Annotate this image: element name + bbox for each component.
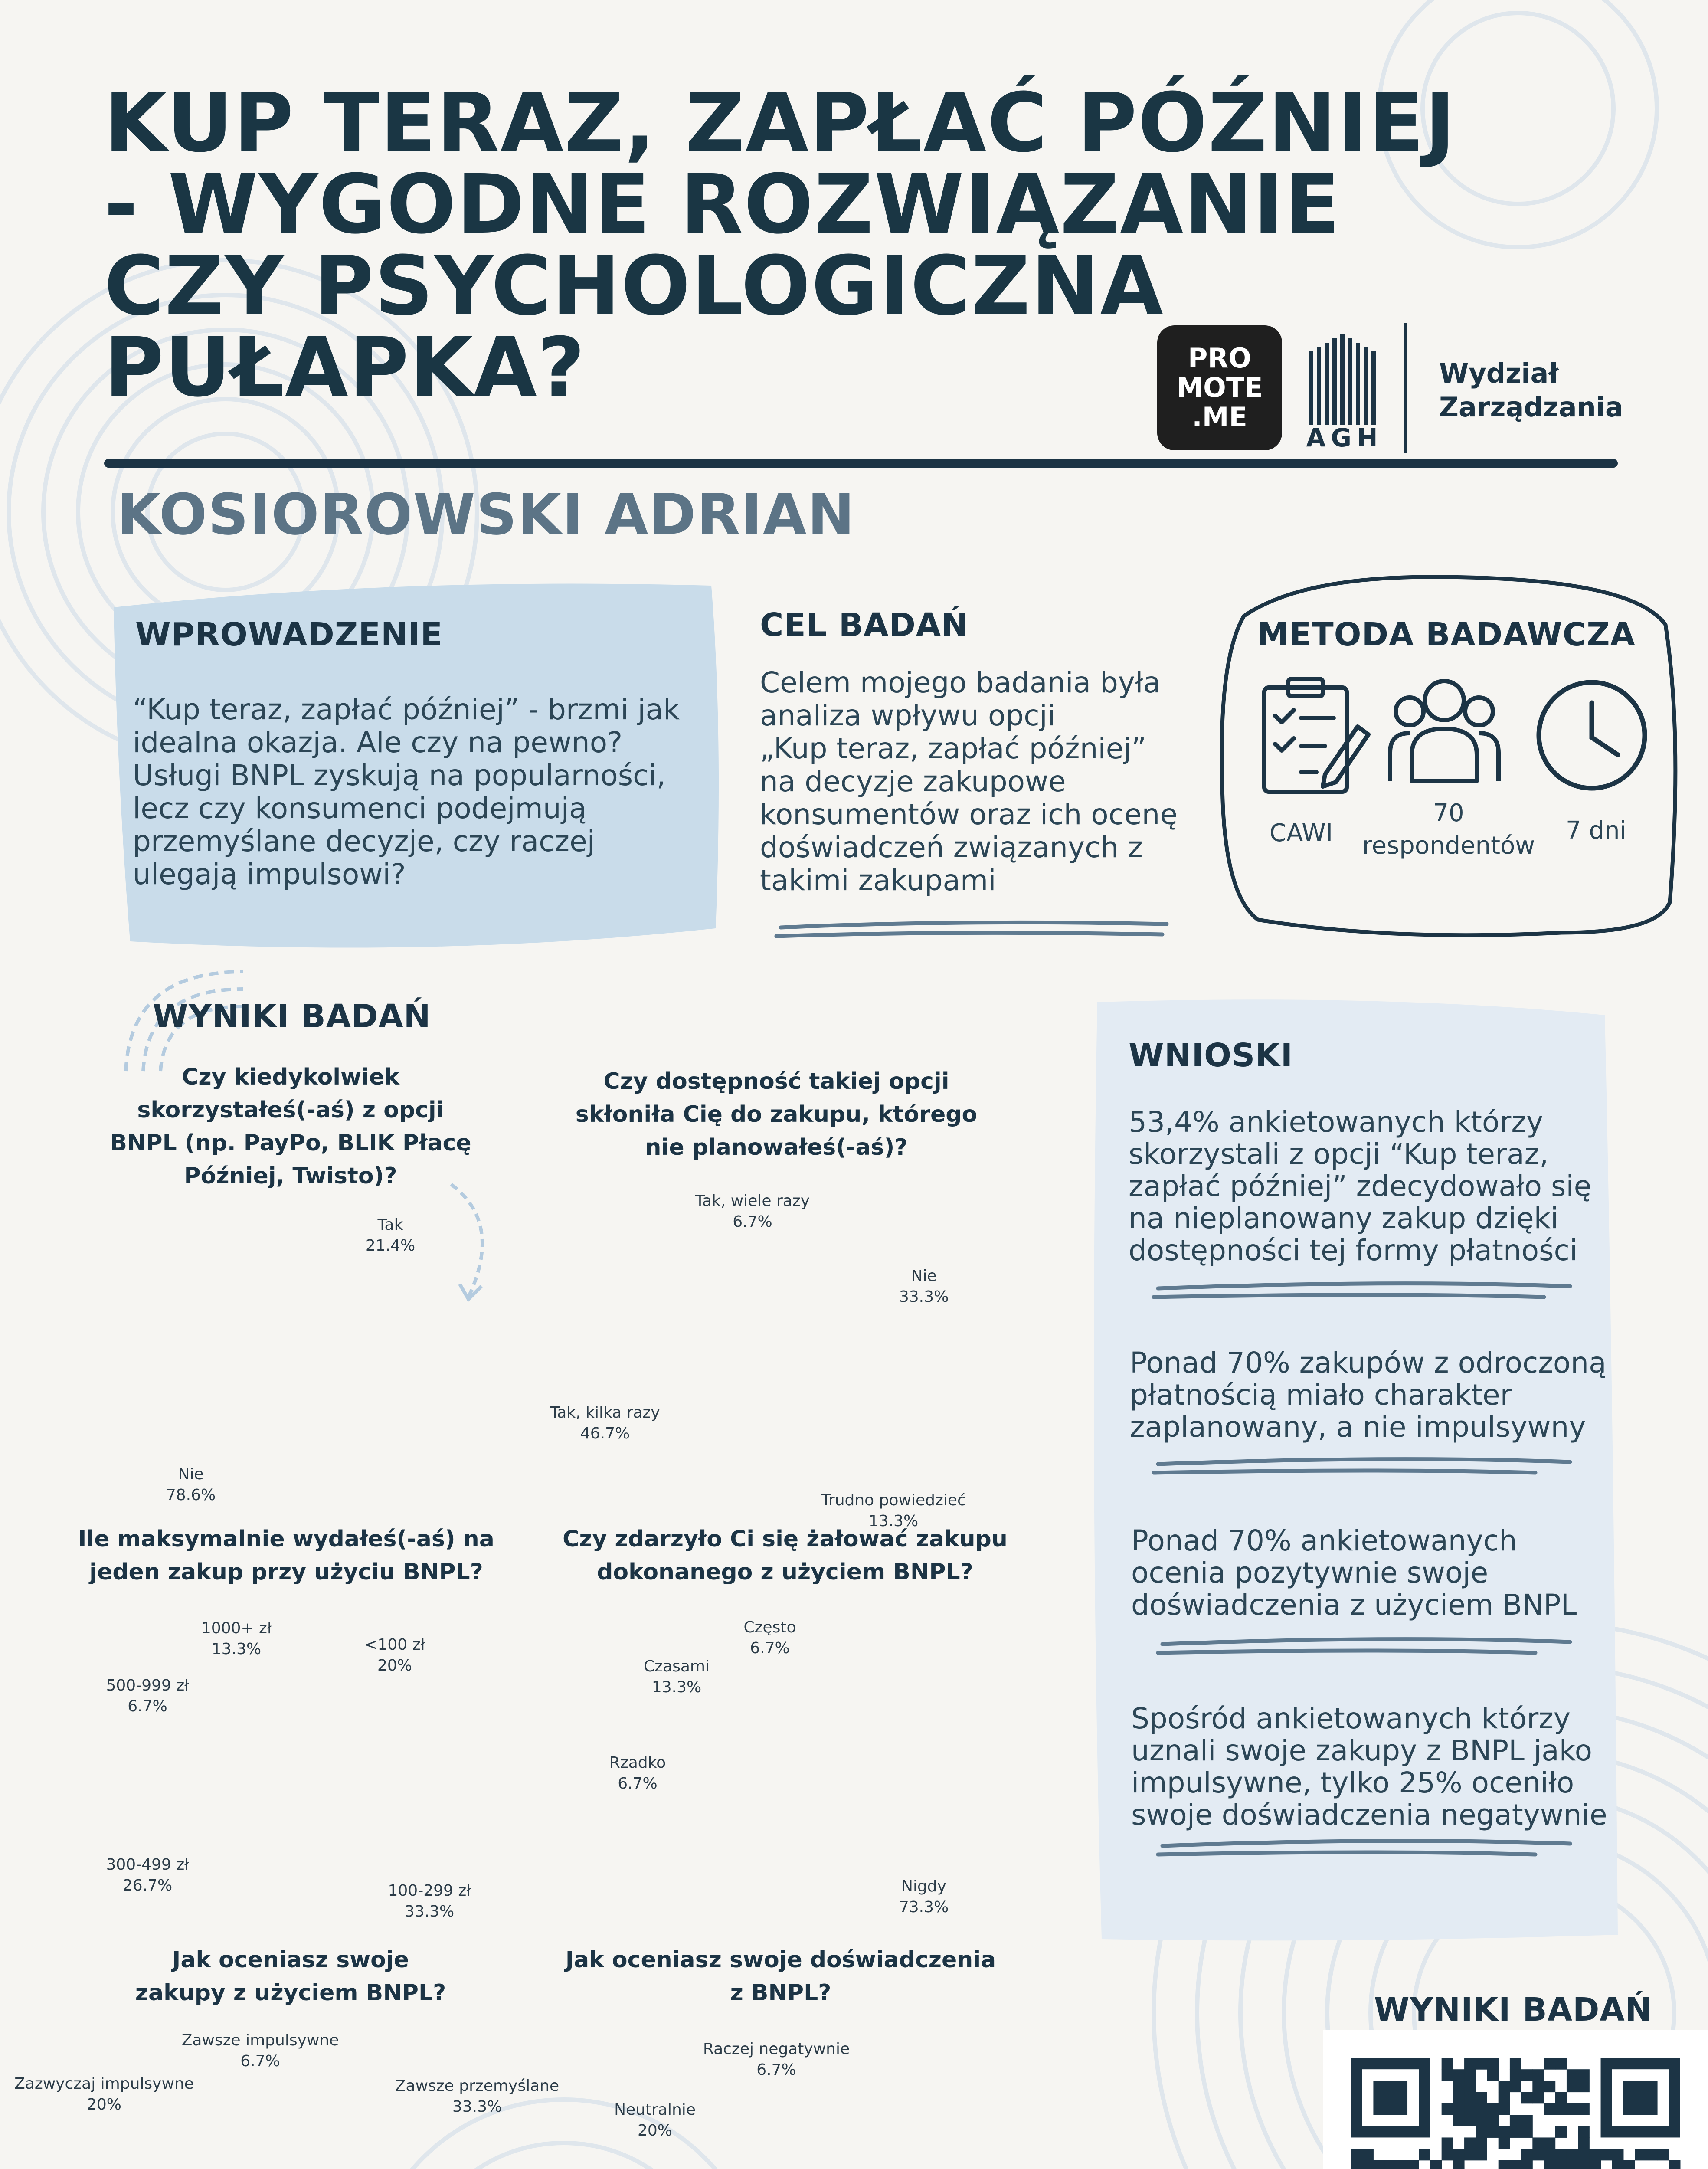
qr-module	[1601, 2149, 1613, 2161]
slice-label: Raczej negatywnie	[703, 2040, 850, 2058]
qr-module	[1555, 2103, 1567, 2115]
qr-module	[1612, 2149, 1624, 2161]
qr-module	[1567, 2149, 1578, 2161]
faculty-line: Zarządzania	[1439, 391, 1623, 423]
pie2-question	[546, 1065, 1006, 1164]
slice-pct: 20%	[86, 2096, 121, 2113]
qr-module	[1532, 2092, 1544, 2104]
text-line: „Kup teraz, zapłać później”	[760, 732, 1146, 765]
slice-label: Czasami	[644, 1658, 710, 1675]
qr-module	[1555, 2126, 1567, 2138]
slice-label: Nie	[178, 1465, 204, 1483]
qr-module	[1532, 2137, 1544, 2149]
qr-module	[1499, 2103, 1510, 2115]
qr-module	[1555, 2149, 1567, 2161]
qr-module	[1476, 2115, 1487, 2126]
question-line: Czy dostępność takiej opcji	[603, 1068, 949, 1094]
conclusion-item	[1131, 1525, 1608, 1621]
question-line: z BNPL?	[730, 1980, 831, 2006]
qr-module	[1442, 2058, 1453, 2070]
slice-pct: 13.3%	[651, 1678, 702, 1696]
pie1-label-nie	[147, 1464, 234, 1506]
qr-module	[1510, 2081, 1521, 2092]
text-line: analiza wpływu opcji	[760, 699, 1056, 732]
slice-pct: 21.4%	[365, 1237, 416, 1255]
pie5-label-zazwyczaj-impulsywne	[9, 2074, 200, 2115]
qr-module	[1521, 2149, 1533, 2161]
qr-module	[1635, 2149, 1646, 2161]
qr-module	[1373, 2160, 1385, 2169]
qr-module	[1532, 2149, 1544, 2161]
slice-pct: 33.3%	[404, 1903, 455, 1920]
text-line: przemyślane decyzje, czy raczej	[133, 825, 596, 858]
results-heading: WYNIKI BADAŃ	[153, 998, 431, 1035]
pie2-label-nie	[880, 1266, 967, 1307]
qr-module	[1544, 2081, 1556, 2092]
qr-module	[1464, 2069, 1476, 2081]
slice-pct: 6.7%	[618, 1775, 658, 1792]
method-label-duration	[1553, 816, 1639, 845]
qr-module	[1544, 2103, 1556, 2115]
survey-clipboard-icon	[1260, 675, 1373, 796]
slice-label: Zawsze przemyślane	[395, 2077, 560, 2095]
label-line: respondentów	[1362, 832, 1535, 860]
logo-text: MOTE	[1176, 372, 1263, 403]
text-line: Usługi BNPL zyskują na popularności,	[133, 759, 666, 792]
qr-module	[1453, 2115, 1465, 2126]
label-line: 7 dni	[1565, 816, 1627, 845]
qr-module	[1567, 2160, 1578, 2169]
qr-module	[1453, 2069, 1465, 2081]
qr-module	[1419, 2149, 1430, 2161]
conclusion-item	[1130, 1347, 1607, 1443]
qr-module	[1510, 2115, 1521, 2126]
qr-module	[1510, 2126, 1521, 2138]
method-heading: METODA BADAWCZA	[1257, 616, 1636, 653]
slice-label: <100 zł	[364, 1636, 425, 1654]
slice-pct: 6.7%	[750, 1639, 790, 1657]
qr-module	[1476, 2092, 1487, 2104]
conclusion-item	[1129, 1106, 1606, 1267]
pie3-label-1000plus	[193, 1618, 280, 1660]
qr-module	[1578, 2137, 1590, 2149]
pie3-label-100-299	[382, 1881, 477, 1922]
text-line: ulegają impulsowi?	[133, 858, 406, 891]
text-line: takimi zakupami	[760, 864, 996, 897]
pie3-label-500-999	[100, 1675, 195, 1717]
qr-module	[1442, 2137, 1453, 2149]
qr-module	[1532, 2069, 1544, 2081]
faculty-name	[1439, 357, 1623, 424]
slice-label: Tak, kilka razy	[550, 1404, 660, 1422]
qr-module	[1362, 2149, 1374, 2161]
qr-module	[1589, 2149, 1601, 2161]
qr-module	[1476, 2103, 1487, 2115]
qr-module	[1487, 2069, 1499, 2081]
slice-label: 100-299 zł	[388, 1882, 471, 1900]
qr-module	[1476, 2137, 1487, 2149]
pie2-label-kilka	[538, 1402, 672, 1444]
title-line: PUŁAPKA?	[104, 320, 586, 415]
pie5-label-zawsze-przemyslane	[390, 2076, 564, 2117]
goal-text	[760, 666, 1237, 897]
slice-pct: 33.3%	[452, 2098, 502, 2116]
text-line: na decyzje zakupowe	[760, 765, 1066, 798]
qr-module	[1578, 2081, 1590, 2092]
qr-module	[1453, 2160, 1465, 2169]
conclusion-item	[1131, 1703, 1608, 1831]
qr-module	[1453, 2081, 1465, 2092]
qr-module	[1396, 2160, 1408, 2169]
qr-module	[1464, 2058, 1476, 2070]
text-line: Spośród ankietowanych którzy	[1131, 1702, 1571, 1735]
agh-label: AGH	[1306, 423, 1383, 452]
slice-pct: 13.3%	[868, 1512, 919, 1530]
qr-module	[1521, 2069, 1533, 2081]
logo-text: PRO	[1188, 342, 1251, 374]
question-line: zakupy z użyciem BNPL?	[135, 1980, 446, 2006]
slice-pct: 46.7%	[580, 1425, 630, 1442]
title-line: KUP TERAZ, ZAPŁAĆ PÓŹNIEJ	[104, 75, 1456, 170]
faculty-line: Wydział	[1439, 357, 1559, 389]
pie6-label-raczej-negatywnie	[690, 2039, 863, 2081]
title-divider	[104, 459, 1618, 468]
text-line: doświadczeń związanych z	[760, 831, 1143, 864]
qr-module	[1589, 2160, 1601, 2169]
method-label-respondents	[1353, 799, 1544, 860]
qr-module	[1555, 2092, 1567, 2104]
slice-pct: 73.3%	[899, 1898, 949, 1916]
slice-label: Tak	[377, 1216, 403, 1234]
qr-panel[interactable]	[1323, 2030, 1708, 2169]
pie4-label-czasami	[635, 1656, 718, 1698]
qr-module	[1453, 2149, 1465, 2161]
qr-module	[1578, 2160, 1590, 2169]
question-line: jeden zakup przy użyciu BNPL?	[89, 1559, 483, 1585]
slice-pct: 20%	[637, 2122, 672, 2140]
text-line: Ponad 70% ankietowanych	[1131, 1524, 1517, 1557]
pie3-question	[65, 1523, 507, 1589]
pie5-label-zawsze-impulsywne	[173, 2030, 347, 2072]
qr-module	[1442, 2069, 1453, 2081]
slice-label: Zawsze impulsywne	[181, 2031, 339, 2049]
question-line: Ile maksymalnie wydałeś(-aś) na	[78, 1526, 494, 1552]
qr-module	[1487, 2103, 1499, 2115]
question-line: skłoniła Cię do zakupu, którego	[575, 1101, 978, 1127]
pie2-label-wiele	[681, 1191, 824, 1232]
pie6-question	[542, 1943, 1019, 2009]
slice-label: 1000+ zł	[201, 1619, 272, 1637]
qr-module	[1430, 2160, 1442, 2169]
slice-label: Często	[743, 1619, 796, 1636]
qr-module	[1544, 2137, 1556, 2149]
qr-module	[1578, 2149, 1590, 2161]
qr-module	[1464, 2149, 1476, 2161]
slice-label: 300-499 zł	[106, 1856, 189, 1874]
qr-module	[1510, 2160, 1521, 2169]
slice-pct: 26.7%	[122, 1877, 173, 1894]
slice-label: Nigdy	[901, 1877, 946, 1895]
qr-module	[1351, 2149, 1362, 2161]
qr-module	[1499, 2081, 1510, 2092]
qr-module	[1499, 2126, 1510, 2138]
qr-module	[1464, 2081, 1476, 2092]
qr-module	[1453, 2103, 1465, 2115]
qr-module	[1658, 2149, 1669, 2161]
qr-module	[1544, 2149, 1556, 2161]
qr-module	[1567, 2081, 1578, 2092]
qr-module	[1499, 2137, 1510, 2149]
qr-heading: WYNIKI BADAŃ	[1374, 1991, 1652, 2028]
slice-label: Tak, wiele razy	[695, 1192, 810, 1210]
question-line: Czy kiedykolwiek	[182, 1064, 399, 1090]
qr-module	[1351, 2160, 1362, 2169]
qr-module	[1578, 2069, 1590, 2081]
text-line: zaplanowany, a nie impulsywny	[1130, 1410, 1586, 1444]
qr-module	[1532, 2081, 1544, 2092]
qr-module	[1612, 2160, 1624, 2169]
qr-module	[1464, 2115, 1476, 2126]
text-line: płatnością miało charakter	[1130, 1378, 1512, 1412]
text-line: impulsywne, tylko 25% oceniło	[1131, 1766, 1574, 1799]
qr-module	[1487, 2058, 1499, 2070]
slice-label: Nie	[911, 1267, 937, 1285]
text-line: 53,4% ankietowanych którzy	[1129, 1105, 1544, 1139]
pie4-question	[538, 1523, 1032, 1589]
question-line: Jak oceniasz swoje	[172, 1947, 409, 1973]
qr-module	[1521, 2092, 1533, 2104]
qr-module	[1578, 2126, 1590, 2138]
logo-text: .ME	[1192, 401, 1247, 433]
question-line: BNPL (np. PayPo, BLIK Płacę	[110, 1130, 471, 1156]
goal-heading: CEL BADAŃ	[760, 606, 969, 644]
text-line: dostępności tej formy płatności	[1129, 1234, 1578, 1267]
intro-heading: WPROWADZENIE	[135, 616, 443, 653]
pie3-label-under100	[360, 1635, 429, 1676]
pie1-question	[95, 1061, 486, 1193]
question-line: Jak oceniasz swoje doświadczenia	[565, 1947, 996, 1973]
qr-module	[1464, 2137, 1476, 2149]
text-line: swoje doświadczenia negatywnie	[1131, 1798, 1607, 1832]
slice-pct: 78.6%	[166, 1486, 216, 1504]
text-line: lecz czy konsumenci podejmują	[133, 792, 587, 825]
qr-module	[1407, 2160, 1419, 2169]
slice-label: 500-999 zł	[106, 1677, 189, 1694]
question-line: Czy zdarzyło Ci się żałować zakupu	[563, 1526, 1008, 1552]
qr-module	[1487, 2126, 1499, 2138]
pie1-label-tak	[347, 1215, 434, 1256]
intro-text	[133, 693, 710, 891]
title-line: - WYGODNE ROZWIĄZANIE	[104, 157, 1341, 252]
qr-module	[1578, 2103, 1590, 2115]
text-line: doświadczenia z użyciem BNPL	[1131, 1588, 1577, 1622]
qr-module	[1567, 2069, 1578, 2081]
qr-module	[1669, 2160, 1681, 2169]
qr-module	[1464, 2103, 1476, 2115]
logo-divider	[1404, 323, 1407, 453]
qr-module	[1510, 2058, 1521, 2070]
text-line: uznali swoje zakupy z BNPL jako	[1131, 1734, 1592, 1767]
pie6-label-neutralnie	[603, 2100, 707, 2141]
text-line: skorzystali z opcji “Kup teraz,	[1129, 1137, 1549, 1171]
text-line: zapłać później” zdecydowało się	[1129, 1170, 1592, 1203]
slice-pct: 33.3%	[899, 1288, 949, 1306]
qr-module	[1362, 2160, 1374, 2169]
pie4-label-czesto	[731, 1617, 809, 1659]
pie5-question	[87, 1943, 494, 2009]
clock-icon	[1533, 677, 1650, 794]
qr-module	[1544, 2160, 1556, 2169]
pie4-label-rzadko	[599, 1753, 677, 1794]
slice-label: Neutralnie	[614, 2101, 696, 2119]
pie3-label-300-499	[100, 1854, 195, 1896]
text-line: idealna okazja. Ale czy na pewno?	[133, 726, 623, 759]
qr-module	[1476, 2058, 1487, 2070]
pie4-label-nigdy	[885, 1876, 963, 1918]
slice-pct: 6.7%	[733, 1213, 772, 1231]
qr-module	[1567, 2103, 1578, 2115]
qr-module	[1453, 2092, 1465, 2104]
qr-module	[1476, 2126, 1487, 2138]
author-name: KOSIOROWSKI ADRIAN	[117, 482, 856, 547]
text-line: na nieplanowany zakup dzięki	[1129, 1202, 1559, 1235]
slice-pct: 20%	[377, 1657, 412, 1674]
qr-module	[1464, 2092, 1476, 2104]
method-label-cawi	[1258, 819, 1345, 847]
qr-module	[1521, 2126, 1533, 2138]
qr-finder-module	[1373, 2081, 1407, 2115]
qr-module	[1646, 2149, 1658, 2161]
text-line: “Kup teraz, zapłać później” - brzmi jak	[133, 693, 680, 726]
qr-module	[1521, 2160, 1533, 2169]
qr-module	[1442, 2149, 1453, 2161]
slice-pct: 13.3%	[211, 1640, 262, 1658]
qr-module	[1499, 2160, 1510, 2169]
qr-module	[1442, 2103, 1453, 2115]
qr-module	[1623, 2160, 1635, 2169]
people-group-icon	[1386, 677, 1503, 785]
qr-module	[1555, 2160, 1567, 2169]
slice-pct: 6.7%	[756, 2061, 796, 2079]
question-line: skorzystałeś(-aś) z opcji	[137, 1097, 444, 1123]
qr-module	[1385, 2160, 1397, 2169]
slice-pct: 6.7%	[128, 1697, 167, 1715]
title-line: CZY PSYCHOLOGICZNA	[104, 239, 1164, 334]
qr-module	[1510, 2069, 1521, 2081]
text-line: konsumentów oraz ich ocenę	[760, 798, 1178, 831]
conclusions-heading: WNIOSKI	[1129, 1037, 1293, 1074]
question-line: nie planowałeś(-aś)?	[645, 1134, 908, 1160]
promote-me-logo	[1157, 325, 1282, 450]
slice-label: Rzadko	[609, 1754, 666, 1772]
label-line: 70	[1433, 799, 1464, 827]
text-line: Ponad 70% zakupów z odroczoną	[1130, 1346, 1607, 1379]
label-line: CAWI	[1269, 819, 1333, 847]
question-line: Później, Twisto)?	[184, 1163, 397, 1189]
text-line: Celem mojego badania była	[760, 666, 1161, 699]
text-line: ocenia pozytywnie swoje	[1131, 1556, 1489, 1589]
slice-label: Zazwyczaj impulsywne	[14, 2075, 194, 2093]
qr-module	[1476, 2149, 1487, 2161]
qr-module	[1487, 2115, 1499, 2126]
qr-module	[1544, 2058, 1556, 2070]
qr-module	[1499, 2092, 1510, 2104]
qr-module	[1555, 2058, 1567, 2070]
slice-pct: 6.7%	[240, 2052, 280, 2070]
qr-module	[1521, 2115, 1533, 2126]
qr-finder-module	[1623, 2081, 1658, 2115]
slice-label: Trudno powiedzieć	[821, 1491, 966, 1509]
question-line: dokonanego z użyciem BNPL?	[597, 1559, 973, 1585]
qr-code-icon[interactable]	[1323, 2030, 1708, 2169]
